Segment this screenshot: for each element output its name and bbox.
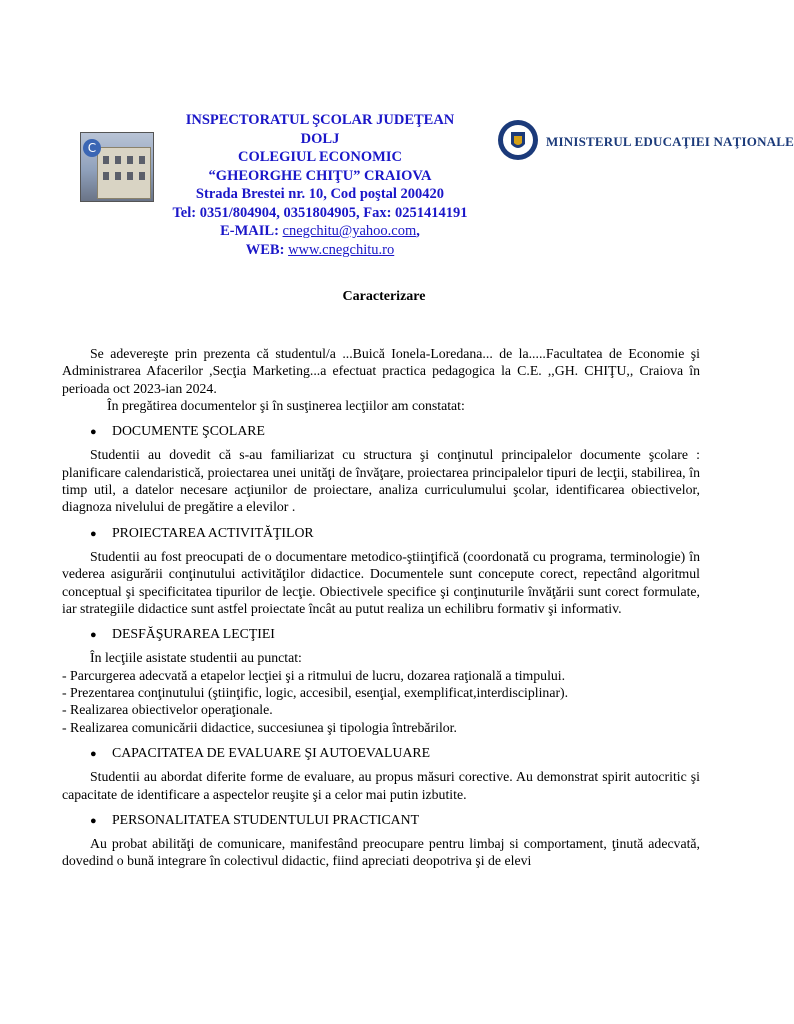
section-text-planning: Studentii au fost preocupati de o documentare metodico-ştiinţifică (coordonată cu programa, terminologie) în vederea asigurării conţinutului activităţilor didactice. Documentele sunt concepute corect, repectând algoritmul conceptual şi specificitatea tipurilor de lecţie. Obiectivele specifice şi conţinuturile învăţării sunt corect formulate, iar strategiile didactice sunt astfel proiectate încât au putut realiza un echilibru formativ şi informativ. xyxy=(62,548,700,616)
header-line-email: E-MAIL: cnegchitu@yahoo.com, xyxy=(220,223,420,239)
header-line-inspectorate: INSPECTORATUL ŞCOLAR JUDEŢEAN xyxy=(185,112,455,128)
section-heading-personality: ● PERSONALITATEA STUDENTULUI PRACTICANT xyxy=(62,811,700,830)
intro-paragraph: Se adevereşte prin prezenta că studentul/a ...Buică Ionela-Loredana... de la.....Facultatea de Economie şi Administrarea Afacerilor ,Secţia Marketing...a efectuat practica pedagogica la C.E. ,,GH. CHIŢU,, Craiova în perioada oct 2023-ian 2024. xyxy=(62,346,700,396)
section-text-documents: Studentii au dovedit că s-au familiarizat cu structura şi conţinutul principalelor documente şcolare : planificare calendaristică, proiectarea unei unităţi de învăţare, proiectarea principalelor tipuri de lecţii, stabilirea, în timp util, a datelor necesare acţiunilor de proiectare, analiza curriculumului şcolar, identificarea obiectivelor, diagnoza nivelului de pregătire a elevilor . xyxy=(62,447,700,515)
bullet-icon: ● xyxy=(90,747,97,760)
email-label: E-MAIL: xyxy=(220,223,279,239)
header-line-phone: Tel: 0351/804904, 0351804905, Fax: 0251414191 xyxy=(172,204,468,221)
section-heading-documents: ● DOCUMENTE ŞCOLARE xyxy=(62,422,700,441)
header-line-address: Strada Brestei nr. 10, Cod poştal 200420 xyxy=(195,186,445,202)
ministry-seal-icon xyxy=(497,116,539,164)
section-heading-planning: ● PROIECTAREA ACTIVITĂŢILOR xyxy=(62,524,700,543)
bullet-icon: ● xyxy=(90,629,97,642)
website-link[interactable]: www.cnegchitu.ro xyxy=(288,241,395,258)
section-text-evaluation: Studentii au abordat diferite forme de evaluare, au propus măsuri corective. Au demonstrat spirit autocritic şi capacitate de identificare a aspectelor reuşite şi a celor mai putin izbutite. xyxy=(62,769,700,802)
bullet-icon: ● xyxy=(90,814,97,827)
list-item: - Prezentarea conţinutului (ştiinţific, logic, accesibil, esenţial, exemplificat,interdisciplinar). xyxy=(62,685,569,701)
list-item: - Parcurgerea adecvată a etapelor lecţiei şi a ritmului de lucru, dozarea raţională a timpului. xyxy=(62,667,566,683)
bullet-icon: ● xyxy=(90,527,97,540)
web-label: WEB: xyxy=(245,241,285,258)
email-link[interactable]: cnegchitu@yahoo.com xyxy=(282,223,417,239)
header-line-college-name: “GHEORGHE CHIŢU” CRAIOVA xyxy=(208,167,432,184)
section-heading-evaluation: ● CAPACITATEA DE EVALUARE ŞI AUTOEVALUARE xyxy=(62,744,700,763)
building-shape xyxy=(97,147,151,199)
list-item: - Realizarea obiectivelor operaţionale. xyxy=(62,702,273,718)
list-item: - Realizarea comunicării didactice, succesiunea şi tipologia întrebărilor. xyxy=(62,719,457,735)
intro-statement: În pregătirea documentelor şi în susţinerea lecţiilor am constatat: xyxy=(107,397,465,413)
header-line-college: COLEGIUL ECONOMIC xyxy=(238,149,402,165)
school-building-photo xyxy=(80,132,154,202)
document-body xyxy=(62,345,700,870)
header-line-web xyxy=(150,241,490,260)
ministry-name: MINISTERUL EDUCAŢIEI NAŢIONALE xyxy=(546,134,794,149)
section-lead-lesson: În lecţiile asistate studentii au punctat: xyxy=(90,650,302,666)
document-title: Caracterizare xyxy=(342,289,426,304)
institution-header xyxy=(150,111,490,259)
section-heading-lesson: ● DESFĂŞURAREA LECŢIEI xyxy=(62,625,700,644)
header-line-county: DOLJ xyxy=(300,130,340,147)
section-text-personality: Au probat abilităţi de comunicare, manifestând preocupare pentru limbaj si comportament, ţinută adecvată, dovedind o bună integrare în colectivul didactic, fiind apreciati deopotriva şi de elevi xyxy=(62,836,700,869)
bullet-icon: ● xyxy=(90,426,97,439)
college-logo-icon: C xyxy=(83,139,101,157)
